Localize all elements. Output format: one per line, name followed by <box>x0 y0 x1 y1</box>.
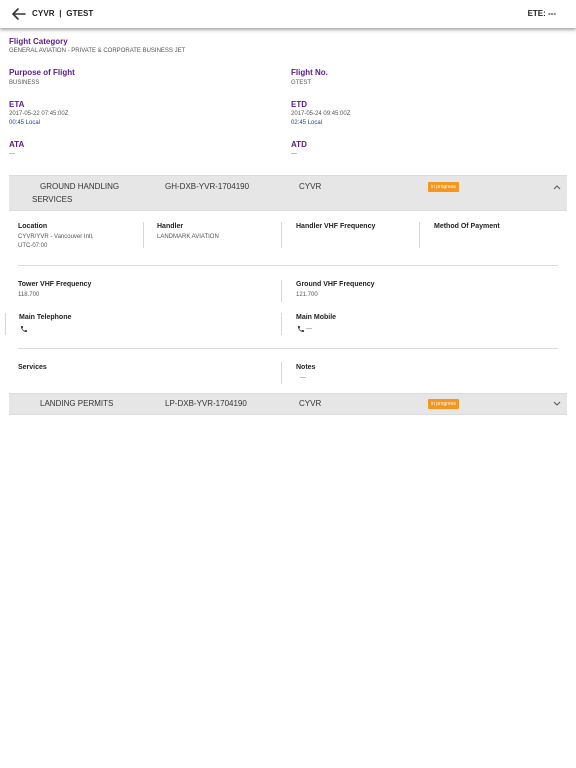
main-mobile-value: --- <box>306 326 312 332</box>
divider <box>281 313 282 335</box>
landing-permits-airport: CYVR <box>299 399 322 408</box>
top-app-bar <box>0 0 576 28</box>
ground-handling-reference: GH-DXB-YVR-1704190 <box>165 182 250 191</box>
ata-label: ATA <box>9 140 25 149</box>
eta-utc: 2017-05-22 07:45:00Z <box>9 111 69 117</box>
eta-label: ETA <box>9 100 25 109</box>
handler-value: LANDMARK AVIATION <box>157 234 219 240</box>
flight-no-value: GTEST <box>291 80 312 86</box>
page-title: CYVR | GTEST <box>32 9 94 18</box>
flight-no-label: Flight No. <box>291 68 328 77</box>
etd-local: 02:45 Local <box>291 120 323 126</box>
location-label: Location <box>18 223 48 230</box>
divider <box>419 222 420 248</box>
handler-label: Handler <box>157 223 184 230</box>
purpose-value: BUSINESS <box>9 80 40 86</box>
payment-label: Method Of Payment <box>434 223 500 230</box>
status-badge: in progress <box>428 182 459 192</box>
status-badge: in progress <box>428 399 459 409</box>
phone-icon[interactable] <box>20 325 28 333</box>
tower-vhf-value: 118.700 <box>18 292 40 298</box>
ground-vhf-value: 121.700 <box>296 292 318 298</box>
atd-value: --- <box>291 151 297 157</box>
ete-readout: ETE: --- <box>527 9 556 18</box>
divider <box>281 280 282 302</box>
landing-permits-header[interactable] <box>9 393 567 415</box>
ground-handling-title-line2: SERVICES <box>32 195 73 204</box>
location-line1: CYVR/YVR - Vancouver Intl, <box>18 234 94 240</box>
main-telephone-label: Main Telephone <box>19 314 72 321</box>
divider <box>143 222 144 248</box>
main-mobile-label: Main Mobile <box>296 314 337 321</box>
purpose-label: Purpose of Flight <box>9 68 75 77</box>
services-label: Services <box>18 364 47 371</box>
chevron-up-icon[interactable] <box>553 184 561 190</box>
ground-handling-airport: CYVR <box>299 182 322 191</box>
divider <box>18 265 558 266</box>
ground-vhf-label: Ground VHF Frequency <box>296 281 375 288</box>
divider <box>18 348 558 349</box>
landing-permits-title: LANDING PERMITS <box>40 399 114 408</box>
ata-value: --- <box>9 151 15 157</box>
notes-label: Notes <box>296 364 316 371</box>
eta-local: 00:45 Local <box>9 120 41 126</box>
ground-handling-title-line1: GROUND HANDLING <box>40 182 120 191</box>
ground-handling-header[interactable] <box>9 175 567 211</box>
divider <box>281 362 282 384</box>
divider <box>5 313 6 335</box>
atd-label: ATD <box>291 140 307 149</box>
etd-label: ETD <box>291 100 307 109</box>
phone-icon[interactable] <box>297 325 305 333</box>
flight-category-label: Flight Category <box>9 37 68 46</box>
arrow-back-icon[interactable] <box>10 7 26 21</box>
divider <box>281 222 282 248</box>
tower-vhf-label: Tower VHF Frequency <box>18 281 92 288</box>
etd-utc: 2017-05-24 09:45:00Z <box>291 111 351 117</box>
landing-permits-reference: LP-DXB-YVR-1704190 <box>165 399 247 408</box>
flight-category-value: GENERAL AVIATION - PRIVATE & CORPORATE BUSINESS JET <box>9 48 186 54</box>
chevron-down-icon[interactable] <box>553 401 561 407</box>
notes-value: --- <box>300 375 306 381</box>
location-line2: UTC-07:00 <box>18 243 48 249</box>
handler-vhf-label: Handler VHF Frequency <box>296 223 376 230</box>
